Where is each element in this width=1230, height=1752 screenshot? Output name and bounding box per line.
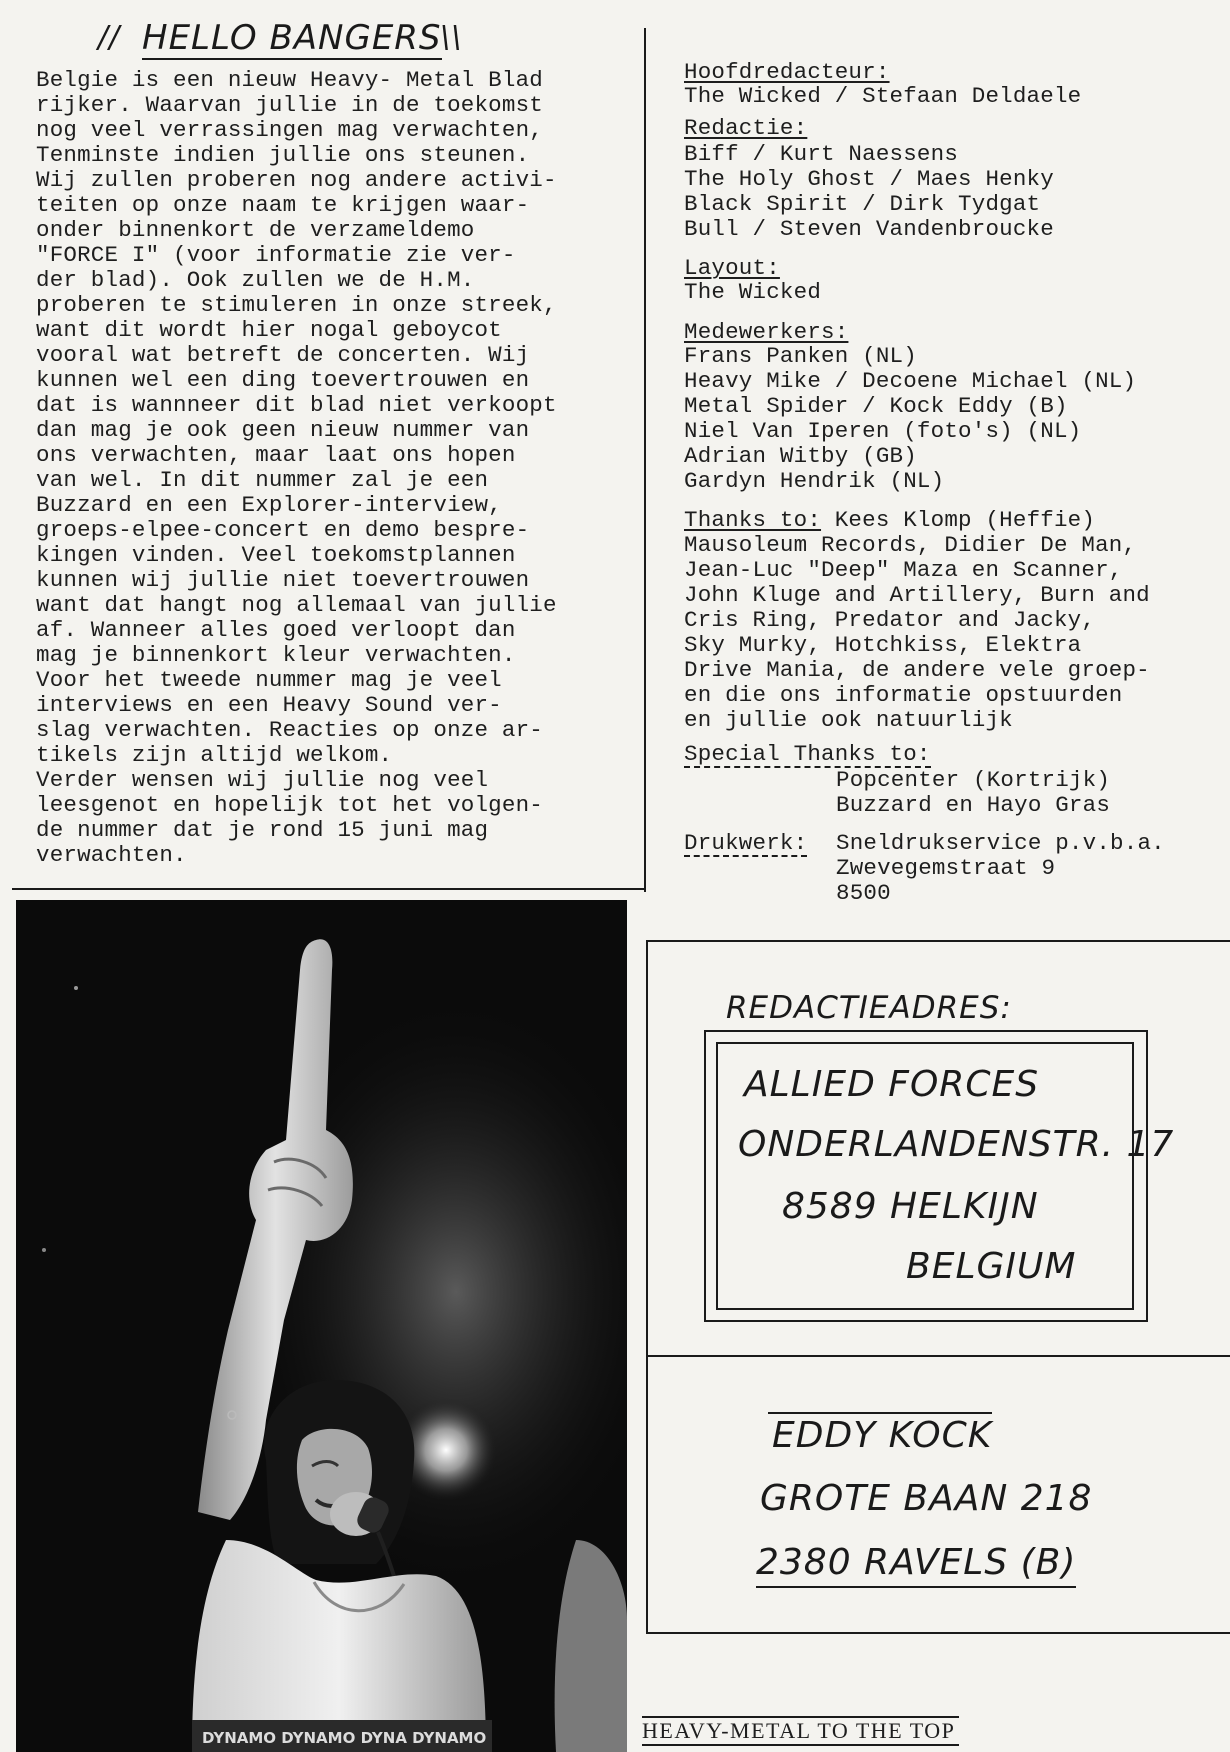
contributor-item: Adrian Witby (GB) xyxy=(684,443,917,469)
address-line: ONDERLANDENSTR. 17 xyxy=(738,1124,1175,1165)
intro-line: kunnen wel een ding toevertrouwen en xyxy=(36,367,530,393)
intro-line: kunnen wij jullie niet toevertrouwen xyxy=(36,567,530,593)
intro-line: proberen te stimuleren in onze streek, xyxy=(36,292,557,318)
intro-line: want dat hangt nog allemaal van jullie xyxy=(36,592,557,618)
intro-line: Wij zullen proberen nog andere activi- xyxy=(36,167,557,193)
print-label: Drukwerk: xyxy=(684,830,808,856)
address-line: ALLIED FORCES xyxy=(744,1064,1040,1105)
second-address-line: 2380 RAVELS (B) xyxy=(756,1540,1076,1588)
thanks-line: Cris Ring, Predator and Jacky, xyxy=(684,607,1096,633)
contributor-item: Heavy Mike / Decoene Michael (NL) xyxy=(684,368,1137,394)
editor-label: Hoofdredacteur: xyxy=(684,59,890,85)
right-column-left-rule xyxy=(646,940,648,1634)
contributor-item: Frans Panken (NL) xyxy=(684,343,917,369)
intro-line: Belgie is een nieuw Heavy- Metal Blad xyxy=(36,67,543,93)
intro-line: "FORCE I" (voor informatie zie ver- xyxy=(36,242,516,268)
intro-line: want dit wordt hier nogal geboycot xyxy=(36,317,502,343)
thanks-first-line xyxy=(684,508,1095,533)
intro-line: der blad). Ook zullen we de H.M. xyxy=(36,267,475,293)
intro-line: Tenminste indien jullie ons steunen. xyxy=(36,142,530,168)
intro-line: Buzzard en een Explorer-interview, xyxy=(36,492,502,518)
special-thanks-item: Buzzard en Hayo Gras xyxy=(836,792,1111,818)
thanks-line: en jullie ook natuurlijk xyxy=(684,707,1013,733)
address-heading: REDACTIEADRES: xyxy=(726,990,1012,1026)
staff-label: Redactie: xyxy=(684,115,808,141)
contributors-label: Medewerkers: xyxy=(684,319,849,345)
intro-line: tikels zijn altijd welkom. xyxy=(36,742,393,768)
print-line: 8500 xyxy=(836,880,891,906)
special-thanks-label: Special Thanks to: xyxy=(684,741,931,767)
intro-line: vooral wat betreft de concerten. Wij xyxy=(36,342,530,368)
thanks-line: Mausoleum Records, Didier De Man, xyxy=(684,532,1137,558)
print-line: Sneldrukservice p.v.b.a. xyxy=(836,830,1165,856)
editor-name: The Wicked / Stefaan Deldaele xyxy=(684,83,1082,109)
intro-line: leesgenot en hopelijk tot het volgen- xyxy=(36,792,543,818)
intro-line: dat is wannneer dit blad niet verkoopt xyxy=(36,392,557,418)
intro-title-slashes-right: \\ xyxy=(440,20,463,55)
layout-label: Layout: xyxy=(684,255,780,281)
thanks-line: John Kluge and Artillery, Burn and xyxy=(684,582,1150,608)
staff-item: Black Spirit / Dirk Tydgat xyxy=(684,191,1041,217)
staff-item: The Holy Ghost / Maes Henky xyxy=(684,166,1054,192)
center-divider xyxy=(644,28,646,892)
intro-line: ons verwachten, maar laat ons hopen xyxy=(36,442,516,468)
intro-line: af. Wanneer alles goed verloopt dan xyxy=(36,617,516,643)
address-divider-rule xyxy=(646,1355,1230,1357)
address-line: BELGIUM xyxy=(906,1246,1077,1287)
thanks-line: Jean-Luc "Deep" Maza en Scanner, xyxy=(684,557,1123,583)
intro-line: onder binnenkort de verzameldemo xyxy=(36,217,475,243)
intro-line: mag je binnenkort kleur verwachten. xyxy=(36,642,516,668)
thanks-line: en die ons informatie opstuurden xyxy=(684,682,1123,708)
intro-line: verwachten. xyxy=(36,842,187,868)
intro-line: interviews en een Heavy Sound ver- xyxy=(36,692,502,718)
right-column-bottom-rule xyxy=(646,1632,1230,1634)
staff-item: Bull / Steven Vandenbroucke xyxy=(684,216,1054,242)
contributor-item: Niel Van Iperen (foto's) (NL) xyxy=(684,418,1082,444)
contributor-item: Metal Spider / Kock Eddy (B) xyxy=(684,393,1068,419)
intro-line: slag verwachten. Reacties op onze ar- xyxy=(36,717,543,743)
thanks-line: Sky Murky, Hotchkiss, Elektra xyxy=(684,632,1082,658)
print-line: Zwevegemstraat 9 xyxy=(836,855,1056,881)
second-address-line: EDDY KOCK xyxy=(768,1412,992,1458)
intro-line: dan mag je ook geen nieuw nummer van xyxy=(36,417,530,443)
thanks-line: Drive Mania, de andere vele groep- xyxy=(684,657,1150,683)
singer-photo xyxy=(16,900,627,1752)
footer-slogan: HEAVY-METAL TO THE TOP xyxy=(642,1716,959,1746)
intro-line: Voor het tweede nummer mag je veel xyxy=(36,667,502,693)
address-line: 8589 HELKIJN xyxy=(782,1186,1039,1227)
staff-item: Biff / Kurt Naessens xyxy=(684,141,959,167)
intro-line: rijker. Waarvan jullie in de toekomst xyxy=(36,92,543,118)
intro-line: van wel. In dit nummer zal je een xyxy=(36,467,489,493)
singer-photo-illustration xyxy=(16,900,627,1752)
intro-line: Verder wensen wij jullie nog veel xyxy=(36,767,489,793)
intro-title-slashes-left: // xyxy=(98,20,121,55)
intro-line: groeps-elpee-concert en demo bespre- xyxy=(36,517,530,543)
intro-bottom-rule xyxy=(12,888,646,890)
intro-line: nog veel verrassingen mag verwachten, xyxy=(36,117,543,143)
layout-name: The Wicked xyxy=(684,279,822,305)
intro-body xyxy=(36,68,636,868)
intro-line: kingen vinden. Veel toekomstplannen xyxy=(36,542,516,568)
intro-line: teiten op onze naam te krijgen waar- xyxy=(36,192,530,218)
thanks-first: Kees Klomp (Heffie) xyxy=(821,507,1096,533)
thanks-label: Thanks to: xyxy=(684,507,822,533)
intro-line: de nummer dat je rond 15 juni mag xyxy=(36,817,489,843)
contributor-item: Gardyn Hendrik (NL) xyxy=(684,468,945,494)
belt-text: DYNAMO DYNAMO DYNA DYNAMO xyxy=(202,1729,487,1747)
credits-bottom-rule xyxy=(646,940,1230,942)
special-thanks-item: Popcenter (Kortrijk) xyxy=(836,767,1111,793)
intro-title: HELLO BANGERS xyxy=(142,18,442,58)
second-address-line: GROTE BAAN 218 xyxy=(760,1478,1093,1519)
